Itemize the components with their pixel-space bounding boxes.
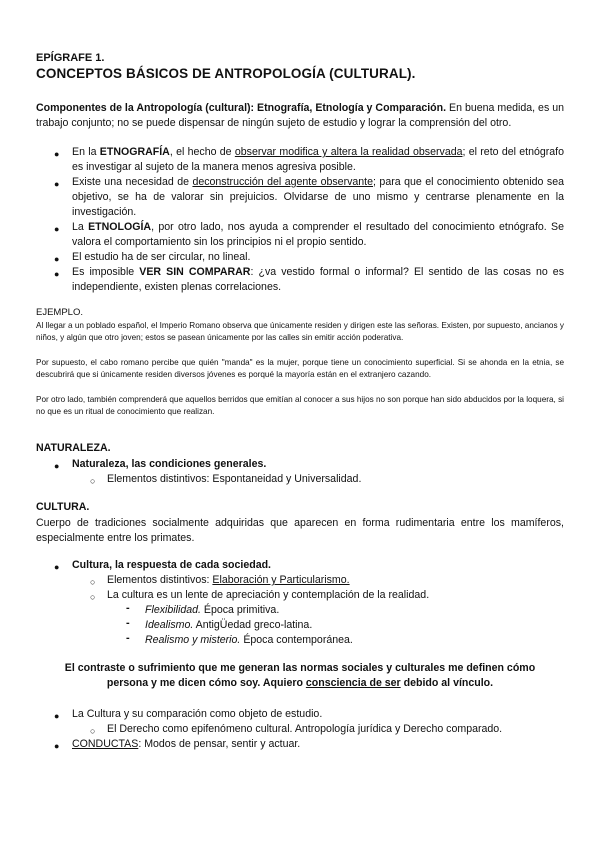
cultura-dash-3: Realismo y misterio. Época contemporánea. [145,634,353,646]
bullet-glyph: ● [54,562,60,572]
dash-glyph: - [126,617,130,629]
ver-sin-comparar-term: VER SIN COMPARAR [139,266,251,278]
page-title: CONCEPTOS BÁSICOS DE ANTROPOLOGÍA (CULTURAL). [36,66,416,81]
final-bullet-1: La Cultura y su comparación como objeto de estudio. [72,708,323,720]
etnologia-term: ETNOLOGÍA [88,221,152,233]
ejemplo-paragraph-3: Por otro lado, también comprenderá que aquellos berridos que emitían al conocer a sus hijos no son porque han sido abducidos por la loquera, si no que es un ritual de conocimiento que realizan. [36,395,564,417]
list-item: Es imposible VER SIN COMPARAR: ¿va vestido formal o informal? El sentido de las cosas no es independiente, existen plenas correlaciones. [72,266,564,293]
cultura-heading: CULTURA. [36,501,90,513]
naturaleza-sub: Elementos distintivos: Espontaneidad y Universalidad. [107,473,362,485]
circle-glyph: ○ [90,592,96,602]
ejemplo-paragraph-2: Por supuesto, el cabo romano percibe que quién "manda" es la mujer, porque tiene un conocimiento superficial. Si se ahonda en la etnia, se descubrirá que si únicamente residen diversos jóvenes es porqué la mayoría están en el extranjero cazando. [36,358,564,380]
ejemplo-heading: EJEMPLO. [36,307,83,318]
cultura-sub-2: La cultura es un lente de apreciación y contemplación de la realidad. [107,589,430,601]
bullet-glyph: ● [54,711,60,721]
epigrafe-label: EPÍGRAFE 1. [36,52,105,64]
bullet-glyph: ● [54,269,60,279]
intro-bold: Componentes de la Antropología (cultural): Etnografía, Etnología y Comparación. [36,102,447,114]
cultura-dash-1: Flexibilidad. Época primitiva. [145,604,280,616]
list-item: La ETNOLOGÍA, por otro lado, nos ayuda a comprender el resultado del conocimiento etnógrafo. Se valora el comportamiento sin los principios ni el propio sentido. [72,221,564,248]
conductas-term: CONDUCTAS [72,738,139,750]
cultura-description: Cuerpo de tradiciones socialmente adquiridas que aparecen en forma rudimentaria entre los mamíferos, especialmente entre los primates. [36,517,564,544]
dash-glyph: - [126,632,130,644]
naturaleza-heading: NATURALEZA. [36,442,111,454]
circle-glyph: ○ [90,577,96,587]
cultura-sub-1: Elementos distintivos: Elaboración y Particularismo. [107,574,350,586]
bullet-glyph: ● [54,224,60,234]
conclusion-line-1: El contraste o sufrimiento que me generan las normas sociales y culturales me definen cómo [64,662,536,674]
cultura-dash-2: Idealismo. AntigÜedad greco-latina. [145,619,313,631]
cultura-bullet: Cultura, la respuesta de cada sociedad. [72,559,272,571]
bullet-glyph: ● [54,254,60,264]
final-sub: El Derecho como epifenómeno cultural. Antropología jurídica y Derecho comparado. [107,723,503,735]
naturaleza-bullet: Naturaleza, las condiciones generales. [72,458,267,470]
list-item: Existe una necesidad de deconstrucción del agente observante; para que el conocimiento obtenido sea objetivo, se ha de valorar sin prejuicios. Olvidarse de uno mismo y centrarse plenamente en la investigación. [72,176,564,218]
bullet-glyph: ● [54,179,60,189]
intro-paragraph [36,101,564,131]
etnografia-term: ETNOGRAFÍA [99,146,170,158]
bullet-glyph: ● [54,149,60,159]
intro-rest: En buena medida, es un trabajo conjunto; no se puede dispensar de ningún sujeto de estudio y lograr la comprensión del otro. [36,102,564,129]
circle-glyph: ○ [90,726,96,736]
final-bullet-2: CONDUCTAS: Modos de pensar, sentir y actuar. [72,738,301,750]
bullet-glyph: ● [54,461,60,471]
list-item: El estudio ha de ser circular, no lineal. [72,251,251,263]
dash-glyph: - [126,602,130,614]
conclusion-line-2: persona y me dicen cómo soy. Aquiero consciencia de ser debido al vínculo. [106,677,494,689]
bullet-glyph: ● [54,741,60,751]
circle-glyph: ○ [90,476,96,486]
list-item: En la ETNOGRAFÍA, el hecho de observar modifica y altera la realidad observada; el reto del etnógrafo es investigar al sujeto de la manera menos agresiva posible. [72,146,565,173]
ejemplo-paragraph-1: Al llegar a un poblado español, el Imperio Romano observa que únicamente residen y dirigen este las señoras. Existen, por supuesto, ancianos y niños, y algún que otro joven; estos se pasean únicamente por las calles sin emitir acción poderativa. [36,321,564,343]
